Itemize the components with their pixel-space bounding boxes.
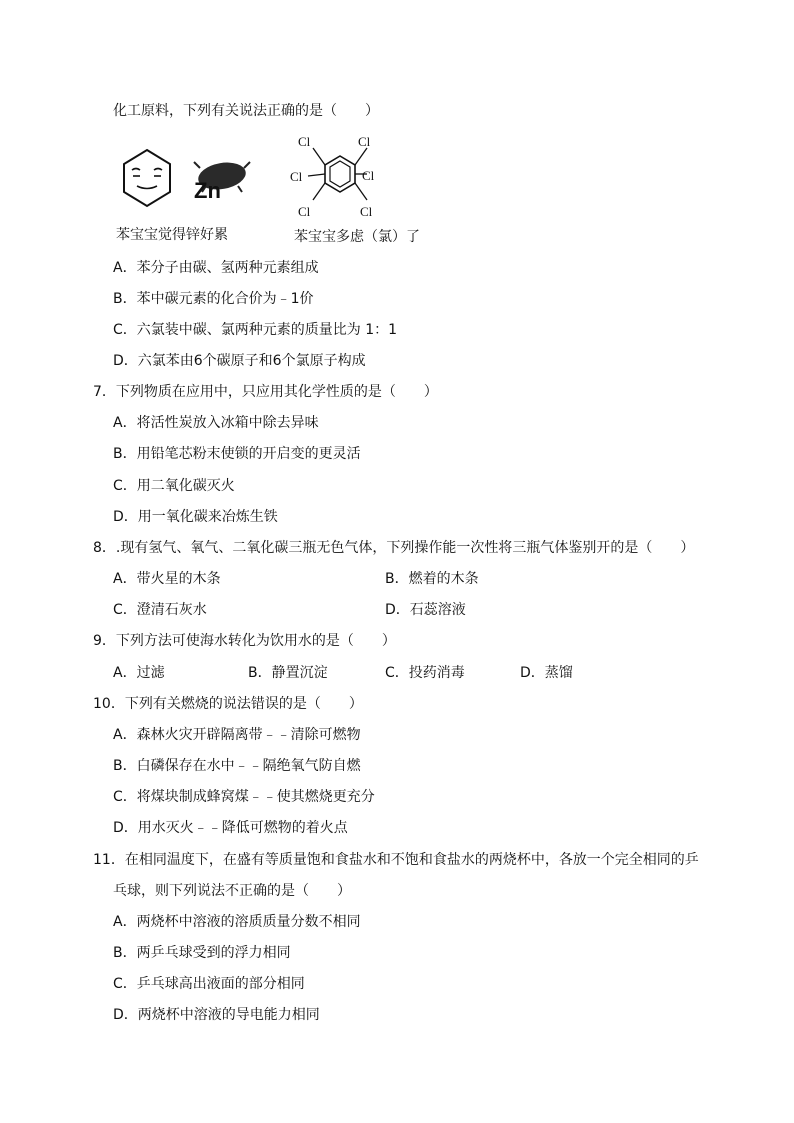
q9-option-b: B．静置沉淀	[248, 665, 328, 681]
q8-option-a: A．带火星的木条	[113, 571, 221, 587]
q8-stem: 8．.现有氢气、氧气、二氧化碳三瓶无色气体，下列操作能一次性将三瓶气体鉴别开的是（ ）	[93, 540, 695, 556]
q11-option-a: A．两烧杯中溶液的溶质质量分数不相同	[113, 914, 361, 930]
right-figure-caption: 苯宝宝多虑（氯）了	[294, 229, 420, 245]
cl-label-3: Cl	[290, 169, 303, 184]
cl-label-5: Cl	[298, 204, 311, 219]
q7-option-c: C．用二氧化碳灭火	[113, 478, 235, 494]
q11-option-d: D．两烧杯中溶液的导电能力相同	[113, 1007, 320, 1023]
cl-label-4: Cl	[362, 168, 375, 183]
q8-option-c: C．澄清石灰水	[113, 602, 207, 618]
zn-label: Zn	[194, 178, 221, 203]
q9-option-c: C．投药消毒	[385, 665, 465, 681]
q7-option-d: D．用一氧化碳来冶炼生铁	[113, 509, 278, 525]
q7-option-b: B．用铅笔芯粉末使锁的开启变的更灵活	[113, 446, 361, 462]
hexachlorobenzene-structure-icon	[290, 134, 375, 219]
q10-option-c: C．将煤块制成蜂窝煤﹣﹣使其燃烧更充分	[113, 789, 375, 805]
q6-option-b: B．苯中碳元素的化合价为﹣1价	[113, 291, 314, 307]
q10-option-b: B．白磷保存在水中﹣﹣隔绝氧气防自燃	[113, 758, 361, 774]
q7-stem: 7．下列物质在应用中，只应用其化学性质的是（ ）	[93, 384, 438, 400]
q11-stem-line2: 乓球，则下列说法不正确的是（ ）	[113, 883, 351, 899]
q11-option-b: B．两乒乓球受到的浮力相同	[113, 945, 291, 961]
q9-stem: 9．下列方法可使海水转化为饮用水的是（ ）	[93, 633, 396, 649]
q8-option-d: D．石蕊溶液	[385, 602, 466, 618]
q7-option-a: A．将活性炭放入冰箱中除去异味	[113, 415, 319, 431]
q11-option-c: C．乒乓球高出液面的部分相同	[113, 976, 305, 992]
q9-option-a: A．过滤	[113, 665, 165, 681]
q6-intro: 化工原料，下列有关说法正确的是（ ）	[113, 103, 379, 119]
q10-option-a: A．森林火灾开辟隔离带﹣﹣清除可燃物	[113, 727, 361, 743]
benzene-figure	[110, 128, 430, 248]
q10-stem: 10．下列有关燃烧的说法错误的是（ ）	[93, 696, 363, 712]
q6-option-d: D．六氯苯由6个碳原子和6个氯原子构成	[113, 353, 366, 369]
cl-label-1: Cl	[298, 134, 311, 149]
q6-option-a: A．苯分子由碳、氢两种元素组成	[113, 260, 319, 276]
left-figure-caption: 苯宝宝觉得锌好累	[116, 227, 228, 243]
cl-label-2: Cl	[358, 134, 371, 149]
q9-option-d: D．蒸馏	[520, 665, 573, 681]
q6-option-c: C．六氯装中碳、氯两种元素的质量比为 1：1	[113, 322, 398, 338]
benzene-face-icon	[124, 150, 170, 206]
q10-option-d: D．用水灭火﹣﹣降低可燃物的着火点	[113, 820, 348, 836]
cl-label-6: Cl	[360, 204, 373, 219]
zinc-beetle-icon	[194, 159, 250, 203]
q8-option-b: B．燃着的木条	[385, 571, 479, 587]
q11-stem-line1: 11．在相同温度下，在盛有等质量饱和食盐水和不饱和食盐水的两烧杯中，各放一个完全相同的乒	[93, 852, 699, 868]
